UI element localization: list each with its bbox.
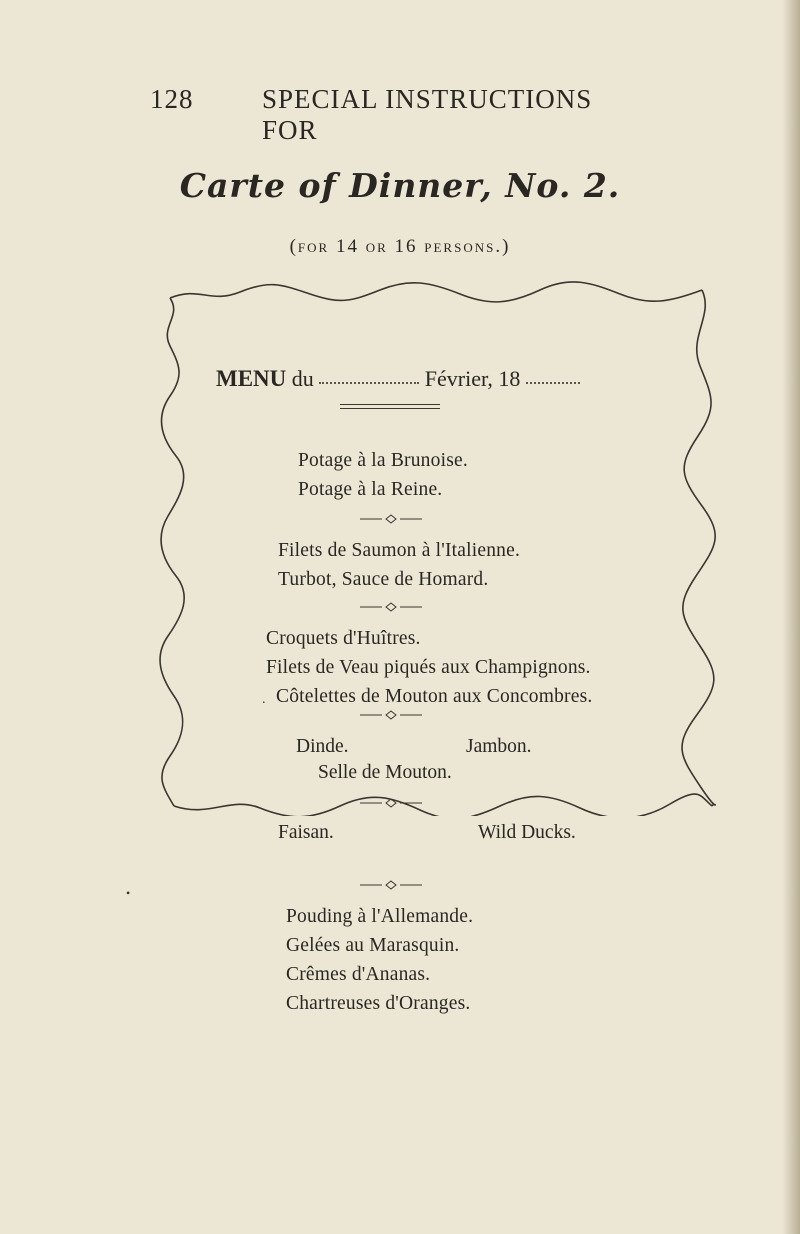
menu-item: Potage à la Brunoise. (298, 450, 468, 471)
course-desserts (286, 902, 473, 1018)
menu-item: Gelées au Marasquin. (286, 935, 460, 956)
menu-item: Croquets d'Huîtres. (266, 628, 421, 649)
ornament-divider (360, 710, 422, 720)
menu-item: Wild Ducks. (478, 822, 576, 843)
menu-item: Chartreuses d'Oranges. (286, 993, 471, 1014)
menu-item: Crêmes d'Ananas. (286, 964, 431, 985)
menu-heading: Carte of Dinner, No. 2. (179, 166, 621, 205)
menu-item: Selle de Mouton. (318, 762, 452, 783)
stray-mark: • (126, 886, 131, 900)
menu-item: Filets de Saumon à l'Italienne. (278, 540, 521, 561)
menu-item: Dinde. (296, 736, 349, 757)
course-entrees (266, 624, 592, 711)
menu-item: Jambon. (466, 736, 532, 757)
dotted-blank (526, 378, 580, 384)
ornament-divider (360, 880, 422, 890)
page-number: 128 (150, 84, 194, 114)
dotted-blank (319, 378, 419, 384)
month-year: Février, 18 (424, 366, 521, 391)
course-fish (278, 536, 520, 594)
menu-item: Potage à la Reine. (298, 479, 443, 500)
ornament-divider (360, 514, 422, 524)
ornament-divider (360, 798, 422, 808)
double-rule (340, 404, 440, 414)
du-word: du (291, 366, 314, 391)
running-head (150, 84, 600, 145)
menu-word: MENU (216, 366, 287, 391)
menu-date-line (216, 366, 686, 396)
ornament-divider (360, 602, 422, 612)
menu-item: Faisan. (278, 822, 334, 843)
menu-item: Pouding à l'Allemande. (286, 906, 474, 927)
menu-item: Filets de Veau piqués aux Champignons. (266, 657, 591, 678)
menu-item: Turbot, Sauce de Homard. (278, 569, 489, 590)
course-soups (298, 446, 468, 504)
running-title: SPECIAL INSTRUCTIONS FOR (262, 84, 593, 145)
stray-mark: . (262, 692, 266, 707)
menu-item: Côtelettes de Mouton aux Concombres. (276, 686, 593, 707)
persons-line: (for 14 or 16 persons.) (289, 236, 511, 257)
